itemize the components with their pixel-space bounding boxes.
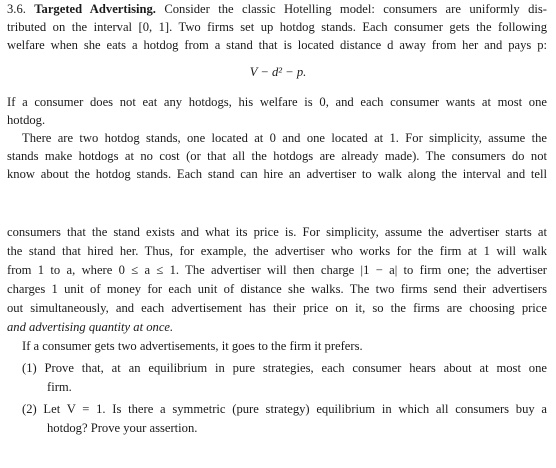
paragraph-line: hotdog. (7, 113, 46, 127)
question-item-1-continued: firm. (47, 380, 72, 394)
question-item-2: (2) Let V = 1. Is there a symmetric (pure strategy) equilibrium in which all consumers buy a (22, 402, 547, 416)
paragraph-line: tributed on the interval [0, 1]. Two firms set up hotdog stands. Each consumer gets the following (7, 20, 547, 34)
paragraph-line: and advertising quantity at once. (7, 320, 174, 334)
question-item-1: (1) Prove that, at an equilibrium in pure strategies, each consumer hears about at most one (22, 361, 547, 375)
paragraph-line: There are two hotdog stands, one located at 0 and one located at 1. For simplicity, assume the (22, 131, 547, 145)
welfare-formula: V − d² − p. (249, 65, 307, 79)
problem-heading-line (7, 2, 547, 17)
paragraph-text: Consider the classic Hotelling model: consumers are uniformly dis- (164, 2, 547, 16)
paragraph-line: charges 1 unit of money for each unit of distance she walks. The two firms send their advertisers (7, 282, 547, 296)
problem-title: Targeted Advertising. (34, 2, 156, 16)
paragraph-line: welfare when she eats a hotdog from a stand that is located distance d away from her and pays p: (7, 38, 547, 52)
paragraph-line: If a consumer does not eat any hotdogs, his welfare is 0, and each consumer wants at most one (7, 95, 547, 109)
paragraph-line: out simultaneously, and each advertisement has their price on it, so the firms are choosing price (7, 301, 547, 315)
paragraph-line: the stand that hired her. Thus, for example, the advertiser who works for the firm at 1 will walk (7, 244, 547, 258)
question-item-2-continued: hotdog? Prove your assertion. (47, 421, 198, 435)
paragraph-line: stands make hotdogs at no cost (or that all the hotdogs are already made). The consumers do not (7, 149, 547, 163)
problem-number: 3.6. (7, 2, 26, 16)
paragraph-line: from 1 to a, where 0 ≤ a ≤ 1. The advertiser will then charge |1 − a| to firm one; the advertiser (7, 263, 547, 277)
paragraph-line: If a consumer gets two advertisements, it goes to the firm it prefers. (22, 339, 363, 353)
paragraph-line: consumers that the stand exists and what its price is. For simplicity, assume the advertiser starts at (7, 225, 547, 239)
paragraph-line: know about the hotdog stands. Each stand can hire an advertiser to walk along the interval and tell (7, 167, 547, 181)
